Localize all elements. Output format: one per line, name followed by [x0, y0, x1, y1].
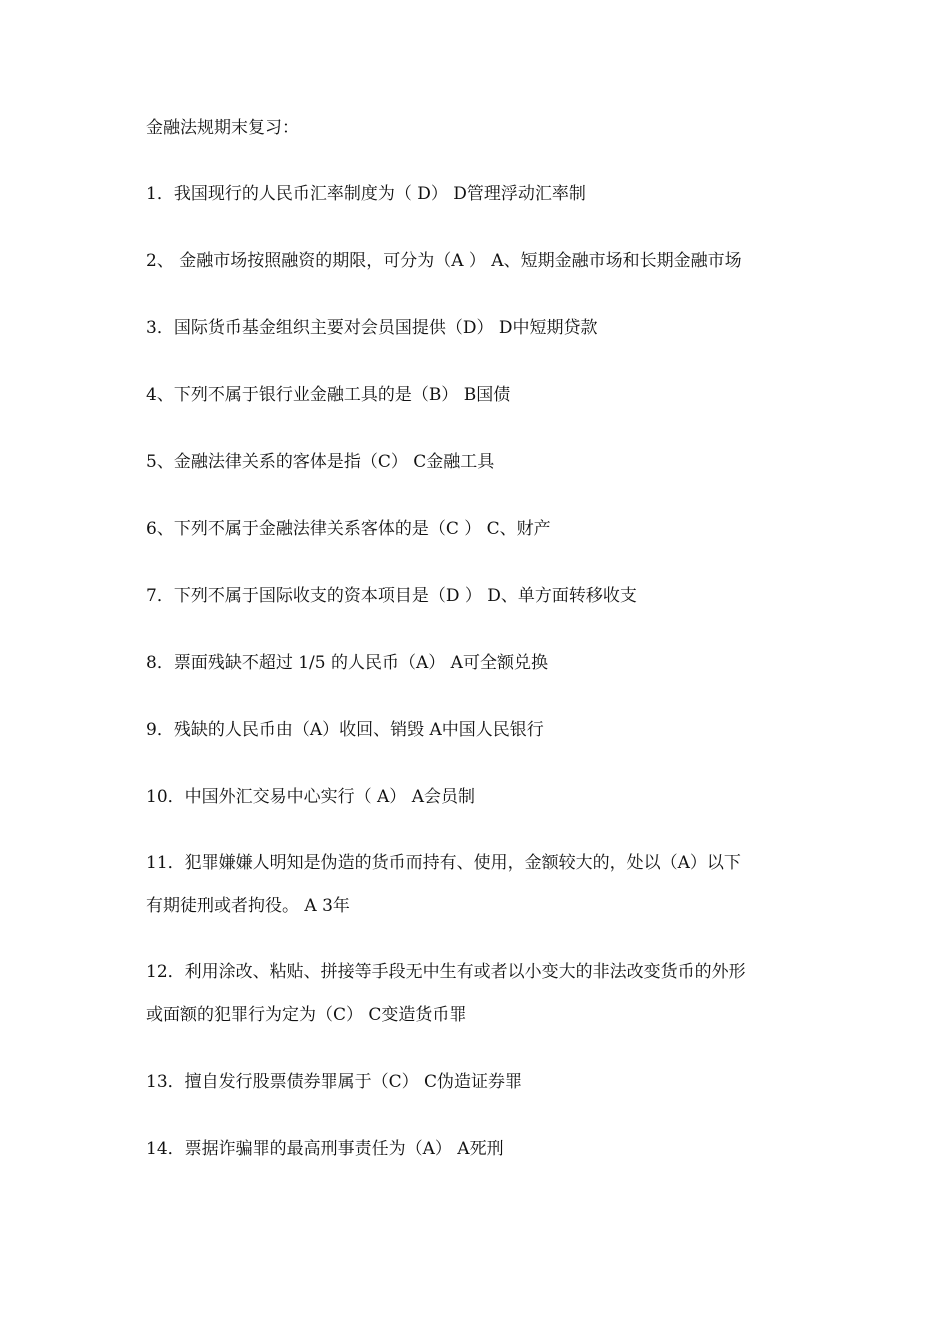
- question-item-1: [146, 182, 826, 206]
- question-list: [146, 182, 826, 1204]
- question-item-2: [146, 249, 826, 273]
- question-item-11: [146, 842, 826, 928]
- question-item-8: [146, 651, 826, 675]
- question-item-13: [146, 1070, 826, 1094]
- question-line: 5、金融法律关系的客体是指（C） C金融工具: [146, 452, 495, 472]
- question-line: 14．票据诈骗罪的最高刑事责任为（A） A死刑: [146, 1139, 504, 1159]
- question-line: 7．下列不属于国际收支的资本项目是（D ） D、单方面转移收支: [146, 586, 637, 606]
- question-item-3: [146, 316, 826, 340]
- question-item-14: [146, 1137, 826, 1161]
- question-line: 6、下列不属于金融法律关系客体的是（C ） C、财产: [146, 519, 551, 539]
- question-line: 12．利用涂改、粘贴、拼接等手段无中生有或者以小变大的非法改变货币的外形: [146, 962, 746, 982]
- question-item-6: [146, 517, 826, 541]
- question-line: 1．我国现行的人民币汇率制度为（ D） D管理浮动汇率制: [146, 184, 586, 204]
- question-line: 3．国际货币基金组织主要对会员国提供（D） D中短期贷款: [146, 318, 598, 338]
- question-line: 10．中国外汇交易中心实行（ A） A会员制: [146, 787, 475, 807]
- question-item-5: [146, 450, 826, 474]
- question-line: 8．票面残缺不超过 1/5 的人民币（A） A可全额兑换: [146, 653, 548, 673]
- question-item-10: [146, 785, 826, 809]
- question-line: 4、下列不属于银行业金融工具的是（B） B国债: [146, 385, 511, 405]
- question-item-9: [146, 718, 826, 742]
- question-line: 13．擅自发行股票债券罪属于（C） C伪造证券罪: [146, 1072, 523, 1092]
- question-line: 9．残缺的人民币由（A）收回、销毁 A中国人民银行: [146, 720, 544, 740]
- question-line: 11．犯罪嫌嫌人明知是伪造的货币而持有、使用，金额较大的，处以（A）以下: [146, 853, 741, 873]
- question-item-7: [146, 584, 826, 608]
- question-line: 2、 金融市场按照融资的期限，可分为（A ） A、短期金融市场和长期金融市场: [146, 251, 742, 271]
- question-line: 或面额的犯罪行为定为（C） C变造货币罪: [146, 1005, 467, 1025]
- question-item-4: [146, 383, 826, 407]
- document-title: 金融法规期末复习：: [146, 118, 299, 138]
- question-line: 有期徒刑或者拘役。 A 3年: [146, 896, 350, 916]
- question-item-12: [146, 951, 826, 1037]
